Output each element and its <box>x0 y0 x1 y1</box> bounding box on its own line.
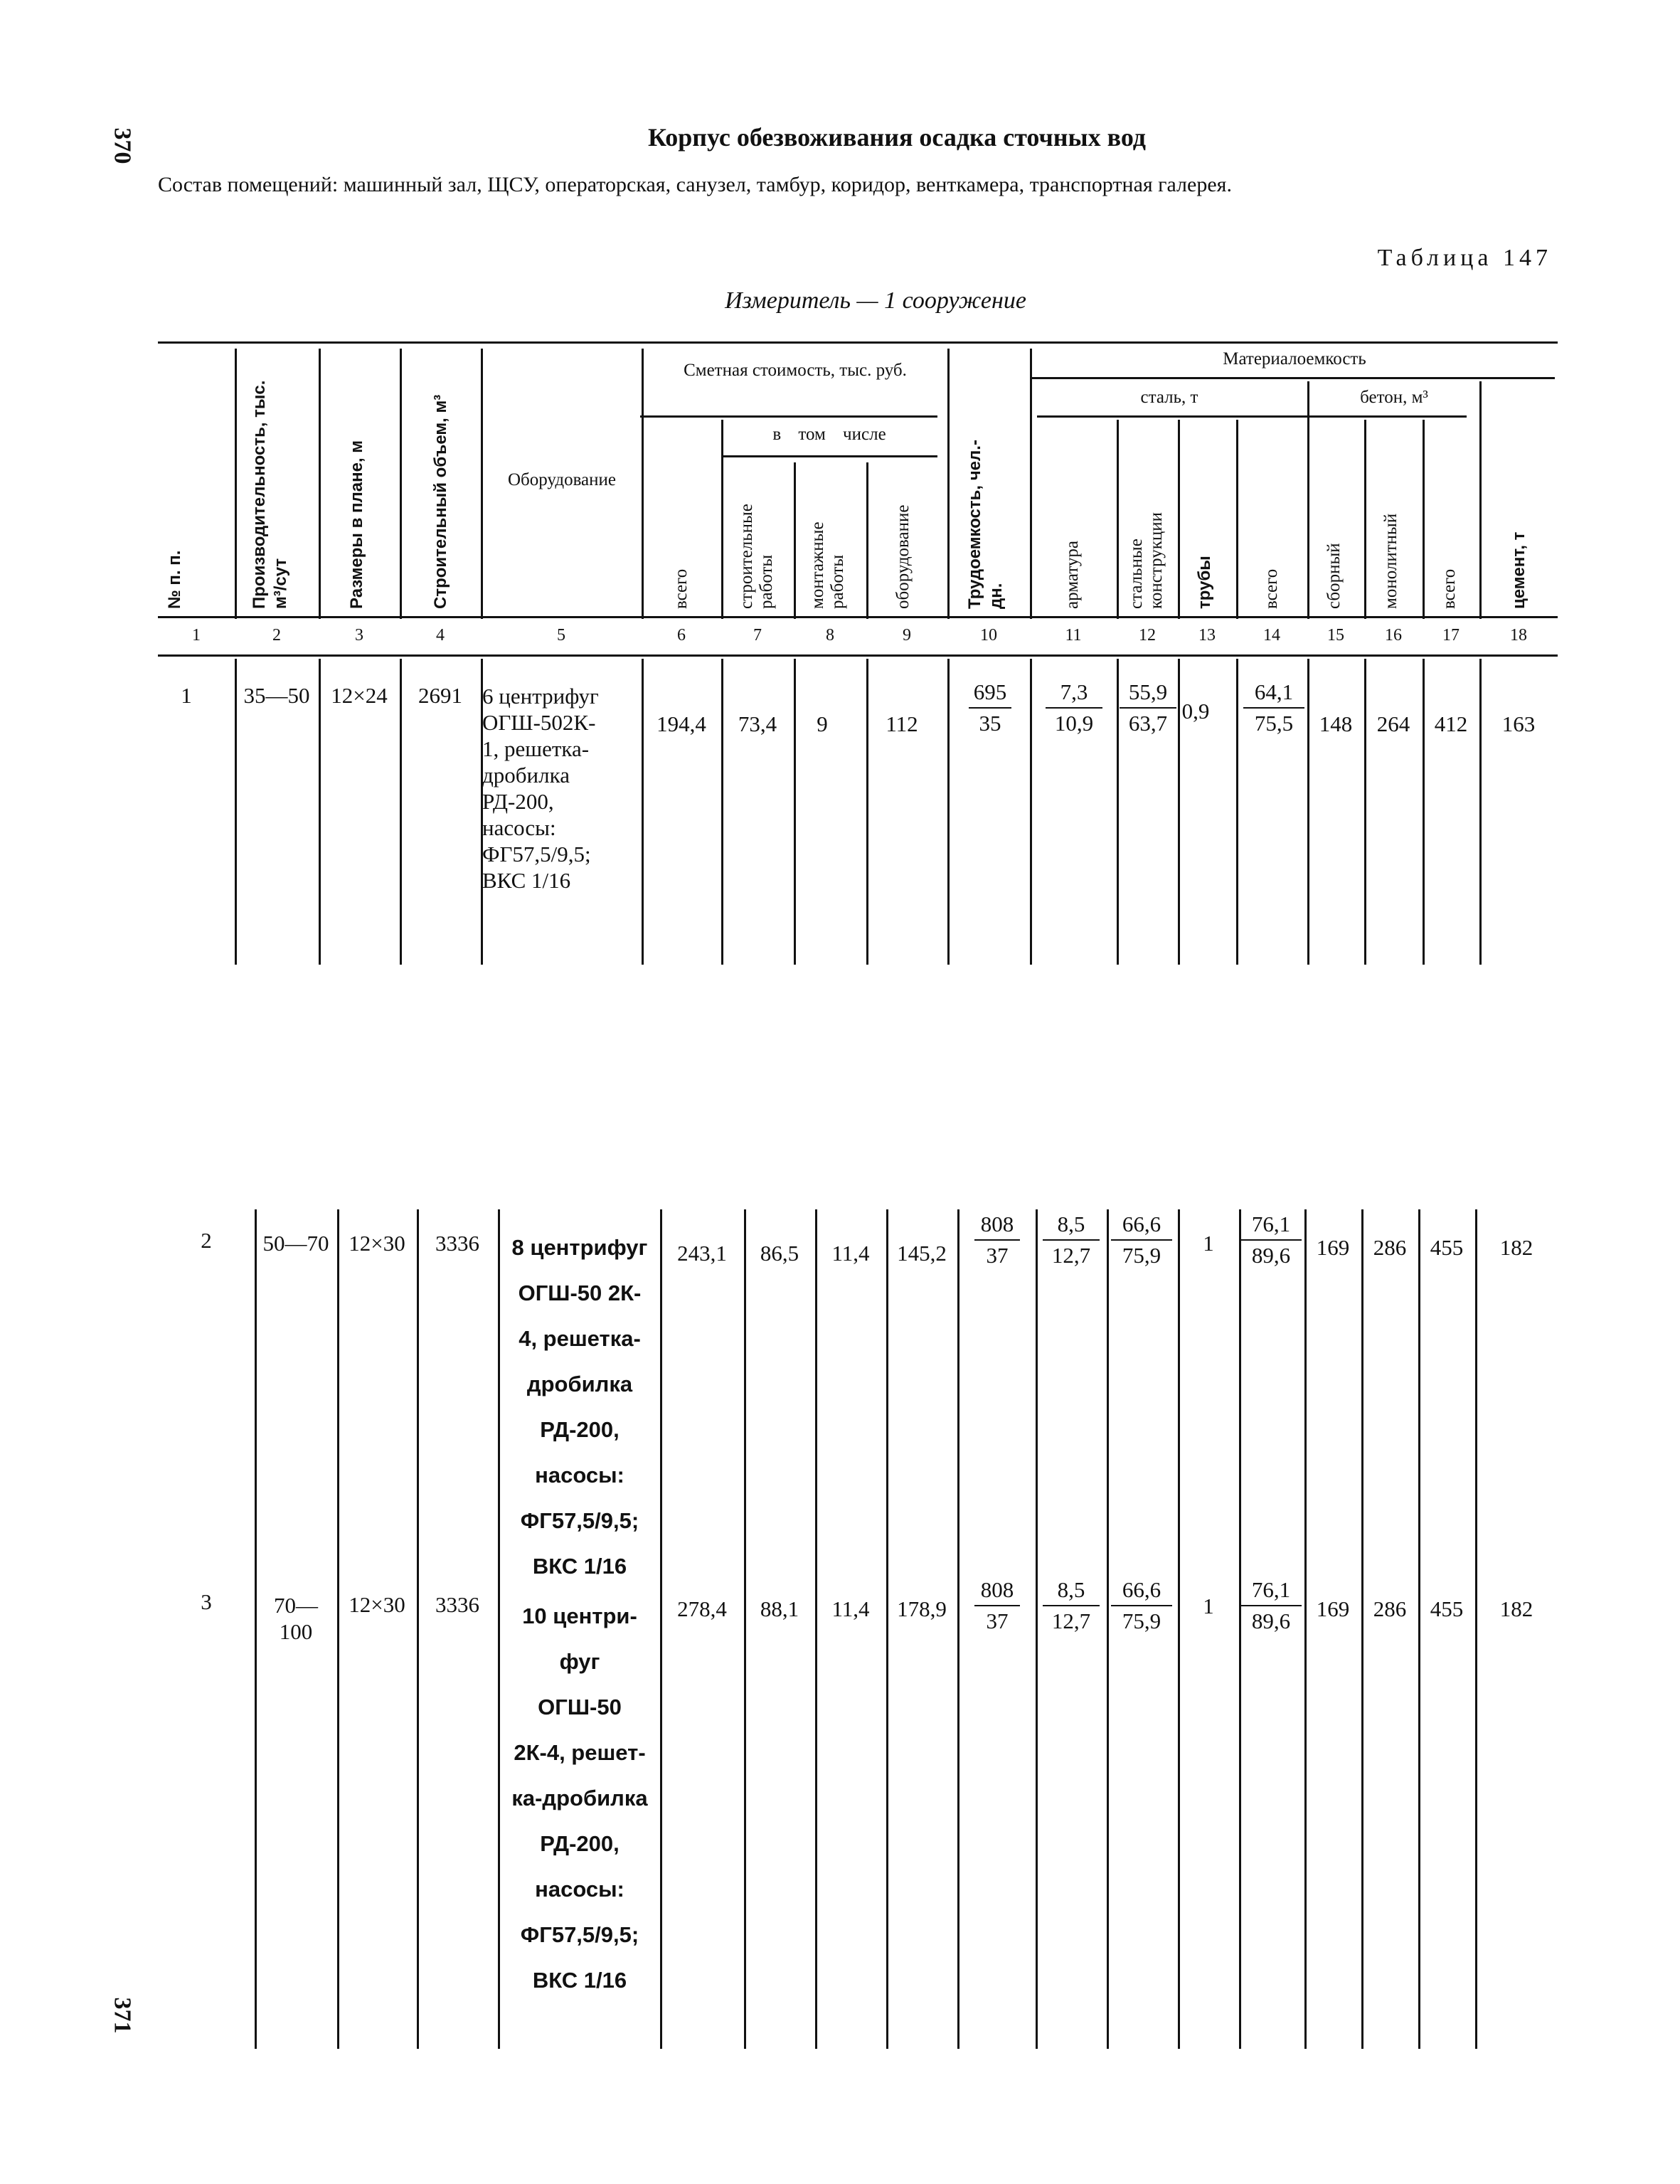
col-number: 1 <box>192 626 201 645</box>
row1-equipment-line: РД-200, <box>482 789 554 814</box>
row2-v <box>886 1209 888 2049</box>
row1-v <box>1236 659 1238 965</box>
row3-volume: 3336 <box>435 1592 479 1617</box>
row2-armature <box>1043 1209 1100 1271</box>
row2-steel-total-a: 76,1 <box>1240 1209 1302 1241</box>
row1-v <box>721 659 723 965</box>
header-cement: цемент, т <box>1509 531 1529 609</box>
row1-v <box>642 659 644 965</box>
composition-text: Состав помещений: машинный зал, ЩСУ, операторская, санузел, тамбур, коридор, венткамера, транспортная галерея. <box>158 173 1232 196</box>
row1-pipes: 0,9 <box>1181 699 1210 723</box>
header-cost-group: Сметная стоимость, тыс. руб. <box>684 361 907 380</box>
row3-steel-struct-b: 75,9 <box>1122 1608 1161 1633</box>
row2-v <box>744 1209 746 2049</box>
row3-equipment-line: фуг <box>559 1649 600 1674</box>
row3-steel-struct <box>1111 1575 1172 1636</box>
row3-installation: 11,4 <box>831 1596 870 1621</box>
col-number: 10 <box>980 626 997 645</box>
row2-equipment-line: ФГ57,5/9,5; <box>520 1508 639 1533</box>
rule-steel-concrete <box>1037 415 1467 418</box>
header-materials: Материалоемкость <box>1223 349 1366 369</box>
row1-equipment-line: ОГШ-502К- <box>482 710 596 735</box>
row1-v <box>1030 659 1032 965</box>
row3-monolithic: 286 <box>1373 1596 1407 1621</box>
row2-v <box>1475 1209 1477 2049</box>
row2-cement: 182 <box>1499 1235 1533 1260</box>
row1-size: 12×24 <box>331 683 388 708</box>
meter-caption: Измеритель — 1 сооружение <box>725 287 1026 314</box>
header-capacity: Производительность, тыс. м³/сут <box>250 380 290 609</box>
col-number: 9 <box>903 626 911 645</box>
row3-armature <box>1043 1575 1100 1636</box>
row1-construction: 73,4 <box>738 711 777 736</box>
row3-steel-total <box>1240 1575 1302 1636</box>
row2-equipment-line: 4, решетка- <box>519 1326 641 1351</box>
row3-capacity-line: 100 <box>279 1619 313 1644</box>
hv <box>235 349 237 619</box>
row2-equipment-cost: 145,2 <box>897 1241 947 1266</box>
row1-equipment-cost: 112 <box>886 711 918 736</box>
row1-installation: 9 <box>817 711 828 736</box>
header-pipes: трубы <box>1195 556 1214 609</box>
row1-v <box>1479 659 1482 965</box>
row1-v <box>1423 659 1425 965</box>
row2-steel-total-b: 89,6 <box>1251 1243 1291 1268</box>
row2-labor <box>974 1209 1020 1271</box>
row2-v <box>1178 1209 1180 2049</box>
row3-cement: 182 <box>1499 1596 1533 1621</box>
row2-installation: 11,4 <box>831 1241 870 1266</box>
row3-equipment-line: 10 центри- <box>522 1603 637 1628</box>
colnum-bottom-rule <box>158 654 1558 657</box>
header-bottom-rule <box>158 616 1558 618</box>
row2-armature-b: 12,7 <box>1051 1243 1091 1268</box>
col-number: 2 <box>272 626 281 645</box>
row1-steel-total-a: 64,1 <box>1243 677 1304 709</box>
row3-equipment-line: РД-200, <box>540 1831 620 1856</box>
hv <box>721 420 723 619</box>
row3-total: 278,4 <box>677 1596 727 1621</box>
table-top-rule <box>158 341 1558 344</box>
row2-steel-struct-a: 66,6 <box>1111 1209 1172 1241</box>
row1-labor <box>969 677 1011 738</box>
row3-equipment-line: ка-дробилка <box>511 1786 648 1811</box>
row2-equipment-line: дробилка <box>526 1372 633 1396</box>
row1-capacity: 35—50 <box>243 683 310 708</box>
row3-size: 12×30 <box>349 1592 405 1617</box>
row1-equipment-line: 1, решетка- <box>482 736 590 761</box>
row1-equipment-line: ФГ57,5/9,5; <box>482 842 591 866</box>
hv <box>1236 420 1238 619</box>
row2-v <box>1036 1209 1038 2049</box>
row2-num: 2 <box>201 1228 212 1253</box>
row3-capacity-line: 70— <box>274 1593 318 1618</box>
hv <box>1479 381 1482 619</box>
row1-armature <box>1046 677 1102 738</box>
row1-equipment-line: 6 центрифуг <box>482 684 599 709</box>
row1-steel-struct-b: 63,7 <box>1128 711 1168 736</box>
header-volume: Строительный объем, м³ <box>431 394 450 609</box>
row2-equipment <box>499 1225 660 1589</box>
row1-cement: 163 <box>1501 711 1536 736</box>
row3-steel-struct-a: 66,6 <box>1111 1575 1172 1606</box>
hv <box>400 349 402 619</box>
row3-equipment-cost: 178,9 <box>897 1596 947 1621</box>
hv <box>1307 381 1309 619</box>
row1-precast: 148 <box>1319 711 1353 736</box>
row1-num: 1 <box>181 683 192 708</box>
hv <box>947 349 950 619</box>
hv <box>1117 420 1119 619</box>
col-number: 17 <box>1442 626 1460 645</box>
header-monolithic: монолитный <box>1381 513 1400 609</box>
row1-v <box>1364 659 1366 965</box>
row3-equipment-line: 2К-4, решет- <box>514 1740 646 1765</box>
hv <box>794 462 796 619</box>
row1-volume: 2691 <box>418 683 462 708</box>
row2-equipment-line: РД-200, <box>540 1417 620 1442</box>
row1-v <box>947 659 950 965</box>
row2-concrete-total: 455 <box>1430 1235 1464 1260</box>
row2-v <box>957 1209 959 2049</box>
row1-equipment-line: насосы: <box>482 815 556 840</box>
row2-construction: 86,5 <box>760 1241 799 1266</box>
page-number-bottom: 371 <box>109 1997 136 2034</box>
header-total: всего <box>671 568 691 609</box>
row3-labor-a: 808 <box>974 1575 1020 1606</box>
header-armature: арматура <box>1063 540 1082 609</box>
header-steel: сталь, т <box>1140 388 1198 407</box>
header-steel-total: всего <box>1262 568 1281 609</box>
rule-materials <box>1030 377 1555 379</box>
row2-labor-b: 37 <box>986 1243 1009 1268</box>
row1-equipment-line: дробилка <box>482 763 570 788</box>
row2-steel-struct <box>1111 1209 1172 1271</box>
col-number: 11 <box>1065 626 1082 645</box>
col-number: 5 <box>557 626 565 645</box>
row3-equipment-line: насосы: <box>535 1877 624 1902</box>
col-number: 14 <box>1263 626 1280 645</box>
row2-v <box>1107 1209 1109 2049</box>
header-equipment: Оборудование <box>507 470 616 489</box>
row3-concrete-total: 455 <box>1430 1596 1464 1621</box>
row1-equipment-line: ВКС 1/16 <box>482 868 571 893</box>
header-incl: в том числе <box>772 425 886 444</box>
row3-equipment-line: ФГ57,5/9,5; <box>520 1922 639 1947</box>
row2-equipment-line: 8 центрифуг <box>511 1235 648 1260</box>
col-number: 8 <box>826 626 834 645</box>
header-concrete: бетон, м³ <box>1360 388 1428 407</box>
row2-volume: 3336 <box>435 1231 479 1256</box>
row3-capacity <box>255 1592 337 1645</box>
row1-steel-struct-a: 55,9 <box>1120 677 1176 709</box>
row2-v <box>1418 1209 1420 2049</box>
header-labor: Трудоемкость, чел.-дн. <box>965 440 1006 609</box>
page-title: Корпус обезвоживания осадка сточных вод <box>647 123 1147 152</box>
row2-v <box>337 1209 339 2049</box>
col-number: 18 <box>1510 626 1527 645</box>
row2-v <box>660 1209 662 2049</box>
col-number: 13 <box>1198 626 1216 645</box>
hv <box>1364 420 1366 619</box>
row2-v <box>1304 1209 1307 2049</box>
row1-labor-b: 35 <box>979 711 1001 736</box>
row1-steel-struct <box>1120 677 1176 738</box>
row3-equipment-line: ВКС 1/16 <box>532 1968 627 1993</box>
row2-equipment-line: насосы: <box>535 1463 624 1488</box>
header-num: № п. п. <box>165 550 184 609</box>
row2-pipes: 1 <box>1203 1231 1214 1256</box>
header-concrete-total: всего <box>1440 568 1459 609</box>
row2-total: 243,1 <box>677 1241 727 1266</box>
table-label: Таблица 147 <box>1377 245 1552 271</box>
row3-equipment-line: ОГШ-50 <box>538 1695 622 1719</box>
row1-v <box>866 659 868 965</box>
header-equipment-cost: оборудование <box>893 504 913 609</box>
header-steel-struct: стальные конструкции <box>1127 511 1166 609</box>
hv <box>642 349 644 619</box>
page-number-top: 370 <box>109 127 136 164</box>
col-number: 3 <box>355 626 363 645</box>
row1-v <box>1307 659 1309 965</box>
row1-labor-a: 695 <box>969 677 1011 709</box>
row1-total: 194,4 <box>656 711 706 736</box>
row2-armature-a: 8,5 <box>1043 1209 1100 1241</box>
row3-armature-a: 8,5 <box>1043 1575 1100 1606</box>
header-size: Размеры в плане, м <box>347 440 366 609</box>
hv <box>1178 420 1180 619</box>
row3-construction: 88,1 <box>760 1596 799 1621</box>
row1-v <box>794 659 796 965</box>
row3-equipment <box>499 1594 660 2003</box>
row1-v <box>1117 659 1119 965</box>
row1-steel-total <box>1243 677 1304 738</box>
row2-steel-struct-b: 75,9 <box>1122 1243 1161 1268</box>
row1-concrete-total: 412 <box>1434 711 1468 736</box>
col-number: 15 <box>1327 626 1344 645</box>
row3-armature-b: 12,7 <box>1051 1608 1091 1633</box>
row2-v <box>417 1209 419 2049</box>
row2-v <box>1361 1209 1363 2049</box>
row3-labor-b: 37 <box>986 1608 1009 1633</box>
row3-steel-total-b: 89,6 <box>1251 1608 1291 1633</box>
row3-labor <box>974 1575 1020 1636</box>
header-construction: строительные работы <box>737 504 776 609</box>
row1-armature-a: 7,3 <box>1046 677 1102 709</box>
col-number: 12 <box>1139 626 1156 645</box>
row1-equipment <box>482 683 640 894</box>
rule-cost <box>640 415 937 418</box>
row1-armature-b: 10,9 <box>1054 711 1094 736</box>
rule-incl <box>721 455 937 457</box>
row2-capacity: 50—70 <box>262 1231 329 1256</box>
row2-equipment-line: ОГШ-50 2К- <box>518 1281 642 1305</box>
col-number: 7 <box>753 626 762 645</box>
hv <box>1423 420 1425 619</box>
row2-monolithic: 286 <box>1373 1235 1407 1260</box>
row2-v <box>815 1209 817 2049</box>
row3-pipes: 1 <box>1203 1594 1214 1618</box>
row2-labor-a: 808 <box>974 1209 1020 1241</box>
row1-monolithic: 264 <box>1376 711 1410 736</box>
row1-steel-total-b: 75,5 <box>1254 711 1294 736</box>
row2-equipment-line: ВКС 1/16 <box>532 1554 627 1579</box>
row3-precast: 169 <box>1316 1596 1350 1621</box>
row3-steel-total-a: 76,1 <box>1240 1575 1302 1606</box>
col-number: 16 <box>1385 626 1402 645</box>
header-precast: сборный <box>1324 543 1344 609</box>
col-number: 6 <box>677 626 686 645</box>
hv <box>866 462 868 619</box>
header-installation: монтажные работы <box>808 521 847 609</box>
row2-precast: 169 <box>1316 1235 1350 1260</box>
col-number: 4 <box>436 626 445 645</box>
row2-steel-total <box>1240 1209 1302 1271</box>
row3-num: 3 <box>201 1589 212 1614</box>
row2-size: 12×30 <box>349 1231 405 1256</box>
hv <box>319 349 321 619</box>
